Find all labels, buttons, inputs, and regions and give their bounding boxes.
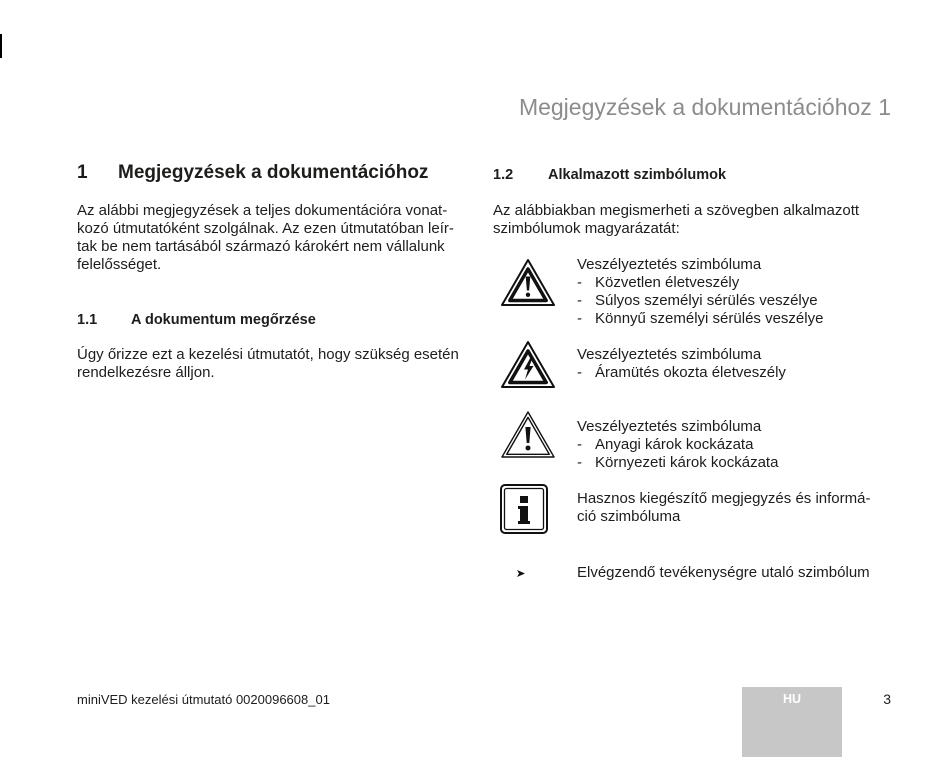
paragraph-line: felelősséget.: [77, 256, 162, 273]
symbol-description: [577, 418, 778, 472]
crop-mark: [0, 34, 2, 58]
action-arrow-icon: [517, 570, 525, 577]
section-intro-paragraph: [77, 202, 454, 274]
symbol-item: [577, 364, 786, 382]
symbol-item: [577, 436, 778, 454]
symbol-description-line: Elvégzendő tevékenységre utaló szimbólum: [577, 564, 870, 581]
symbol-title: Veszélyeztetés szimbóluma: [577, 418, 762, 435]
running-header-title: Megjegyzések a dokumentációhoz 1: [518, 94, 891, 120]
paragraph-line: tak be nem tartásából származó károkért nem vállalunk: [77, 238, 445, 255]
symbol-description-line: ció szimbóluma: [577, 508, 681, 525]
arrow-head: [517, 570, 525, 577]
section-title: Megjegyzések a dokumentációhoz: [118, 162, 429, 183]
symbol-title: Veszélyeztetés szimbóluma: [577, 346, 762, 363]
danger-warning-triangle-graphic: [500, 258, 556, 307]
information-graphic: [500, 484, 548, 534]
symbol-item-text: Súlyos személyi sérülés veszélye: [595, 292, 818, 309]
symbol-item: [577, 454, 778, 472]
footer-document-id: miniVED kezelési útmutató 0020096608_01: [77, 692, 330, 707]
action-arrow-graphic: [517, 570, 525, 577]
paragraph-line: kozó útmutatóként szolgálnak. Az ezen útmutatóban leír-: [77, 220, 454, 237]
info-letter-stem: [518, 506, 530, 524]
symbol-item-text: Könnyű személyi sérülés veszélye: [595, 310, 824, 327]
symbol-item: [577, 310, 823, 328]
symbol-description: [577, 346, 786, 382]
bullet-dash: -: [577, 436, 582, 453]
danger-warning-triangle-icon: [500, 258, 556, 307]
subsection-number: 1.2: [493, 167, 514, 183]
paragraph-line: Úgy őrizze ezt a kezelési útmutatót, hogy szükség esetén: [77, 346, 459, 363]
symbol-item-text: Közvetlen életveszély: [595, 274, 740, 291]
symbol-item: [577, 292, 823, 310]
subsection-title: A dokumentum megőrzése: [131, 312, 316, 328]
bullet-dash: -: [577, 364, 582, 381]
symbol-item: [577, 274, 823, 292]
exclamation-bar: [526, 277, 531, 291]
symbol-title: Veszélyeztetés szimbóluma: [577, 256, 762, 273]
page-number: 3: [883, 691, 891, 707]
paragraph-line: Az alábbiakban megismerheti a szövegben alkalmazott: [493, 202, 860, 219]
symbol-description: [577, 490, 870, 526]
exclamation-dot: [526, 446, 531, 451]
symbol-description: [577, 256, 823, 328]
exclamation-dot: [526, 293, 530, 297]
subsection-paragraph: [77, 346, 459, 382]
subsection-title: Alkalmazott szimbólumok: [548, 167, 727, 183]
symbol-item-text: Környezeti károk kockázata: [595, 454, 779, 471]
language-tab-label: HU: [782, 692, 802, 706]
symbol-description-line: Hasznos kiegészítő megjegyzés és informá-: [577, 490, 871, 507]
paragraph-line: szimbólumok magyarázatát:: [493, 220, 680, 237]
paragraph-line: Az alábbi megjegyzések a teljes dokumentációra vonat-: [77, 202, 448, 219]
paragraph-line: rendelkezésre álljon.: [77, 364, 215, 381]
caution-warning-triangle-graphic: [500, 410, 556, 460]
caution-warning-triangle-icon: [500, 410, 556, 460]
bullet-dash: -: [577, 454, 582, 471]
subsection-number: 1.1: [77, 312, 98, 328]
symbol-item-text: Anyagi károk kockázata: [595, 436, 754, 453]
symbol-item-text: Áramütés okozta életveszély: [595, 364, 786, 381]
information-icon: [500, 484, 548, 534]
bullet-dash: -: [577, 292, 582, 309]
symbols-intro-paragraph: [493, 202, 859, 238]
symbol-description: [577, 564, 870, 582]
electric-shock-warning-graphic: [500, 340, 556, 389]
exclamation-bar: [525, 427, 530, 443]
bullet-dash: -: [577, 310, 582, 327]
bullet-dash: -: [577, 274, 582, 291]
language-tab: [742, 687, 842, 757]
electric-shock-warning-icon: [500, 340, 556, 389]
section-number: 1: [77, 162, 88, 183]
info-letter-dot: [520, 496, 528, 503]
